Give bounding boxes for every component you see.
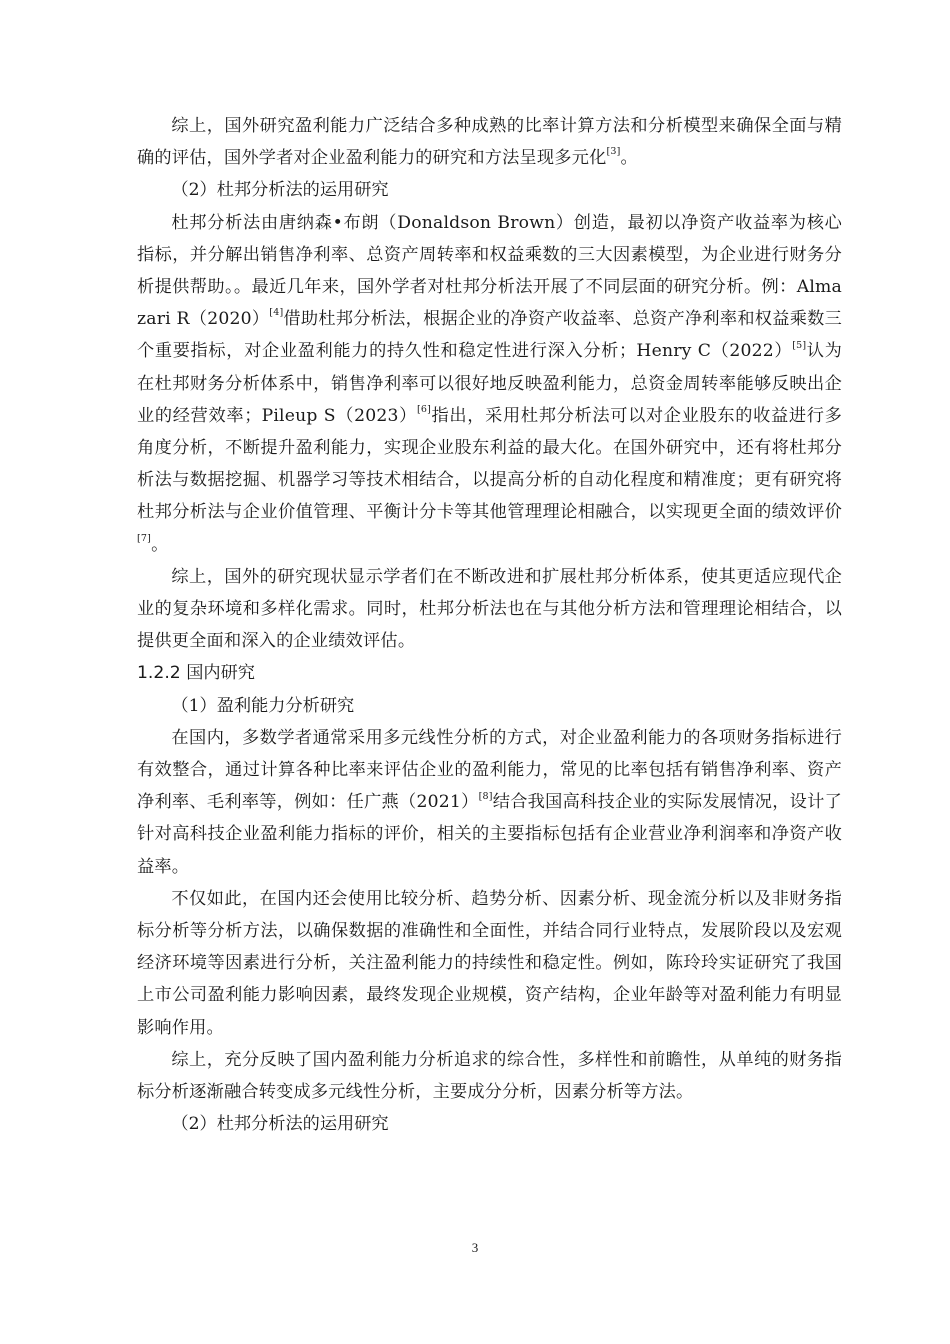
page-number: 3 bbox=[471, 1240, 479, 1255]
citation-reference: [7] bbox=[137, 532, 152, 544]
citation-reference: [5] bbox=[792, 339, 807, 351]
subheading-dupont-foreign bbox=[137, 174, 842, 206]
paragraph-dupont-foreign-summary bbox=[137, 561, 842, 658]
text-run: 综上，国外的研究现状显示学者们在不断改进和扩展杜邦分析体系，使其更适应现代企业的复杂环境和多样化需求。同时，杜邦分析法也在与其他分析方法和管理理论相结合，以提供更全面和深入的企业绩效评估。 bbox=[137, 566, 842, 652]
text-run: （2）杜邦分析法的运用研究 bbox=[171, 1114, 389, 1135]
paragraph-dupont-foreign bbox=[137, 207, 842, 561]
text-run: 杜邦分析法由唐纳森•布朗（Donaldson Brown）创造，最初以净资产收益率为核心指标，并分解出销售净利率、总资产周转率和权益乘数的三大因素模型，为企业进行财务分析提供帮助。。最近几年来，国外学者对杜邦分析法开展了不同层面的研究分析。例：Almazari R（2020） bbox=[137, 212, 842, 330]
text-run: 。 bbox=[620, 148, 638, 169]
subheading-profitability-domestic bbox=[137, 690, 842, 722]
citation-reference: [6] bbox=[416, 404, 432, 416]
text-run: 指出，采用杜邦分析法可以对企业股东的收益进行多角度分析，不断提升盈利能力，实现企业股东利益的最大化。在国外研究中，还有将杜邦分析法与数据挖掘、机器学习等技术相结合，以提高分析的自动化程度和精准度；更有研究将杜邦分析法与企业价值管理、平衡计分卡等其他管理理论相融合，以实现更全面的绩效评价 bbox=[137, 405, 843, 523]
text-run: 1.2.2 国内研究 bbox=[137, 663, 255, 684]
paragraph-profitability-domestic bbox=[137, 722, 842, 883]
citation-reference: [8] bbox=[478, 790, 493, 802]
section-heading-domestic bbox=[137, 657, 842, 689]
text-run: （1）盈利能力分析研究 bbox=[171, 695, 355, 716]
paragraph-foreign-summary bbox=[137, 110, 842, 174]
document-body bbox=[137, 110, 842, 1141]
text-run: （2）杜邦分析法的运用研究 bbox=[171, 180, 389, 201]
text-run: 综上，国外研究盈利能力广泛结合多种成熟的比率计算方法和分析模型来确保全面与精确的评估，国外学者对企业盈利能力的研究和方法呈现多元化 bbox=[137, 116, 842, 169]
text-run: 在国内，多数学者通常采用多元线性分析的方式，对企业盈利能力的各项财务指标进行有效整合，通过计算各种比率来评估企业的盈利能力，常见的比率包括有销售净利率、资产净利率、毛利率等，例如：任广燕（2021） bbox=[137, 727, 842, 813]
text-run: 认为在杜邦财务分析体系中，销售净利率可以很好地反映盈利能力，总资金周转率能够反映出企业的经营效率；Pileup S（2023） bbox=[137, 341, 843, 426]
paragraph-domestic-summary bbox=[137, 1044, 842, 1108]
text-run: 综上，充分反映了国内盈利能力分析追求的综合性，多样性和前瞻性，从单纯的财务指标分析逐渐融合转变成多元线性分析，主要成分分析，因素分析等方法。 bbox=[137, 1049, 842, 1103]
text-run: 。 bbox=[151, 534, 169, 555]
subheading-dupont-domestic bbox=[137, 1108, 842, 1140]
text-run: 结合我国高科技企业的实际发展情况，设计了针对高科技企业盈利能力指标的评价，相关的主要指标包括有企业营业净利润率和净资产收益率。 bbox=[137, 792, 842, 877]
text-run: 不仅如此，在国内还会使用比较分析、趋势分析、因素分析、现金流分析以及非财务指标分析等分析方法，以确保数据的准确性和全面性，并结合同行业特点，发展阶段以及宏观经济环境等因素进行分析，关注盈利能力的持续性和稳定性。例如，陈玲玲实证研究了我国上市公司盈利能力影响因素，最终发现企业规模，资产结构，企业年龄等对盈利能力有明显影响作用。 bbox=[137, 888, 842, 1038]
citation-reference: [4] bbox=[269, 307, 284, 319]
text-run: 借助杜邦分析法，根据企业的净资产收益率、总资产净利率和权益乘数三个重要指标，对企业盈利能力的持久性和稳定性进行深入分析；Henry C（2022） bbox=[137, 309, 843, 362]
citation-reference: [3] bbox=[606, 146, 621, 158]
paragraph-analysis-methods bbox=[137, 883, 842, 1044]
